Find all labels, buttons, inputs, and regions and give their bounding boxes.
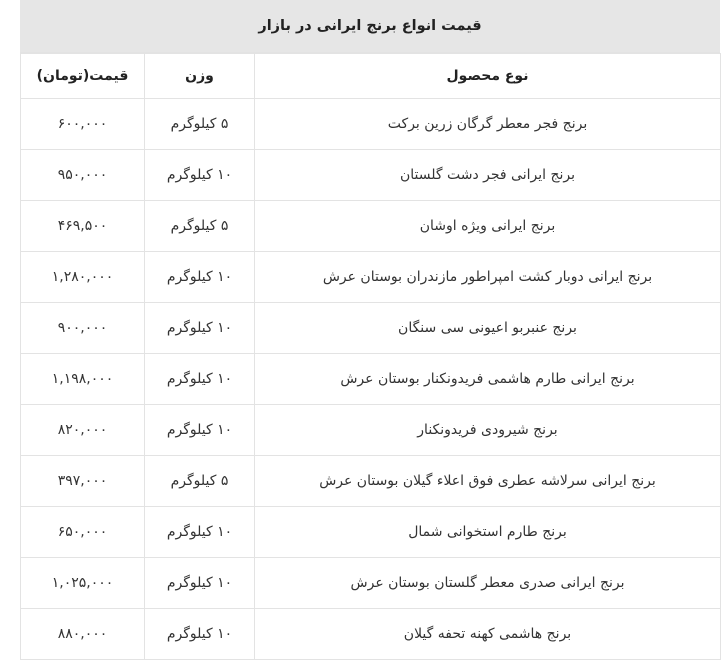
cell-weight: ۱۰ کیلوگرم bbox=[145, 303, 255, 354]
cell-weight: ۵ کیلوگرم bbox=[145, 456, 255, 507]
table-header-row bbox=[21, 54, 721, 99]
cell-weight: ۱۰ کیلوگرم bbox=[145, 558, 255, 609]
cell-product: برنج ایرانی سرلاشه عطری فوق اعلاء گیلان بوستان عرش bbox=[255, 456, 721, 507]
table-row bbox=[21, 456, 721, 507]
cell-price: ۱,۱۹۸,۰۰۰ bbox=[21, 354, 145, 405]
table-title: قیمت انواع برنج ایرانی در بازار bbox=[20, 0, 720, 52]
cell-product: برنج ایرانی فجر دشت گلستان bbox=[255, 150, 721, 201]
table-row bbox=[21, 354, 721, 405]
cell-weight: ۱۰ کیلوگرم bbox=[145, 150, 255, 201]
cell-weight: ۱۰ کیلوگرم bbox=[145, 354, 255, 405]
cell-price: ۶۵۰,۰۰۰ bbox=[21, 507, 145, 558]
cell-weight: ۱۰ کیلوگرم bbox=[145, 252, 255, 303]
cell-price: ۸۲۰,۰۰۰ bbox=[21, 405, 145, 456]
cell-price: ۴۶۹,۵۰۰ bbox=[21, 201, 145, 252]
cell-product: برنج شیرودی فریدونکنار bbox=[255, 405, 721, 456]
table-row bbox=[21, 507, 721, 558]
table-row bbox=[21, 150, 721, 201]
table-frame bbox=[20, 52, 720, 660]
cell-product: برنج طارم استخوانی شمال bbox=[255, 507, 721, 558]
cell-weight: ۵ کیلوگرم bbox=[145, 201, 255, 252]
cell-weight: ۵ کیلوگرم bbox=[145, 99, 255, 150]
table-row bbox=[21, 252, 721, 303]
cell-product: برنج ایرانی طارم هاشمی فریدونکنار بوستان عرش bbox=[255, 354, 721, 405]
table-row bbox=[21, 303, 721, 354]
cell-price: ۸۸۰,۰۰۰ bbox=[21, 609, 145, 660]
cell-price: ۱,۰۲۵,۰۰۰ bbox=[21, 558, 145, 609]
cell-product: برنج ایرانی ویژه اوشان bbox=[255, 201, 721, 252]
table-row bbox=[21, 609, 721, 660]
table-row bbox=[21, 405, 721, 456]
table-row bbox=[21, 201, 721, 252]
cell-price: ۹۰۰,۰۰۰ bbox=[21, 303, 145, 354]
table-row bbox=[21, 99, 721, 150]
cell-product: برنج ایرانی صدری معطر گلستان بوستان عرش bbox=[255, 558, 721, 609]
cell-product: برنج هاشمی کهنه تحفه گیلان bbox=[255, 609, 721, 660]
cell-price: ۳۹۷,۰۰۰ bbox=[21, 456, 145, 507]
header-price: قیمت(تومان) bbox=[21, 54, 145, 99]
cell-product: برنج عنبربو اعیونی سی سنگان bbox=[255, 303, 721, 354]
rice-price-table bbox=[20, 53, 721, 660]
cell-price: ۱,۲۸۰,۰۰۰ bbox=[21, 252, 145, 303]
cell-price: ۹۵۰,۰۰۰ bbox=[21, 150, 145, 201]
cell-weight: ۱۰ کیلوگرم bbox=[145, 507, 255, 558]
cell-product: برنج فجر معطر گرگان زرین برکت bbox=[255, 99, 721, 150]
table-row bbox=[21, 558, 721, 609]
cell-weight: ۱۰ کیلوگرم bbox=[145, 405, 255, 456]
rice-price-table-container bbox=[20, 0, 720, 661]
cell-weight: ۱۰ کیلوگرم bbox=[145, 609, 255, 660]
header-weight: وزن bbox=[145, 54, 255, 99]
cell-product: برنج ایرانی دوبار کشت امپراطور مازندران بوستان عرش bbox=[255, 252, 721, 303]
header-product: نوع محصول bbox=[255, 54, 721, 99]
cell-price: ۶۰۰,۰۰۰ bbox=[21, 99, 145, 150]
